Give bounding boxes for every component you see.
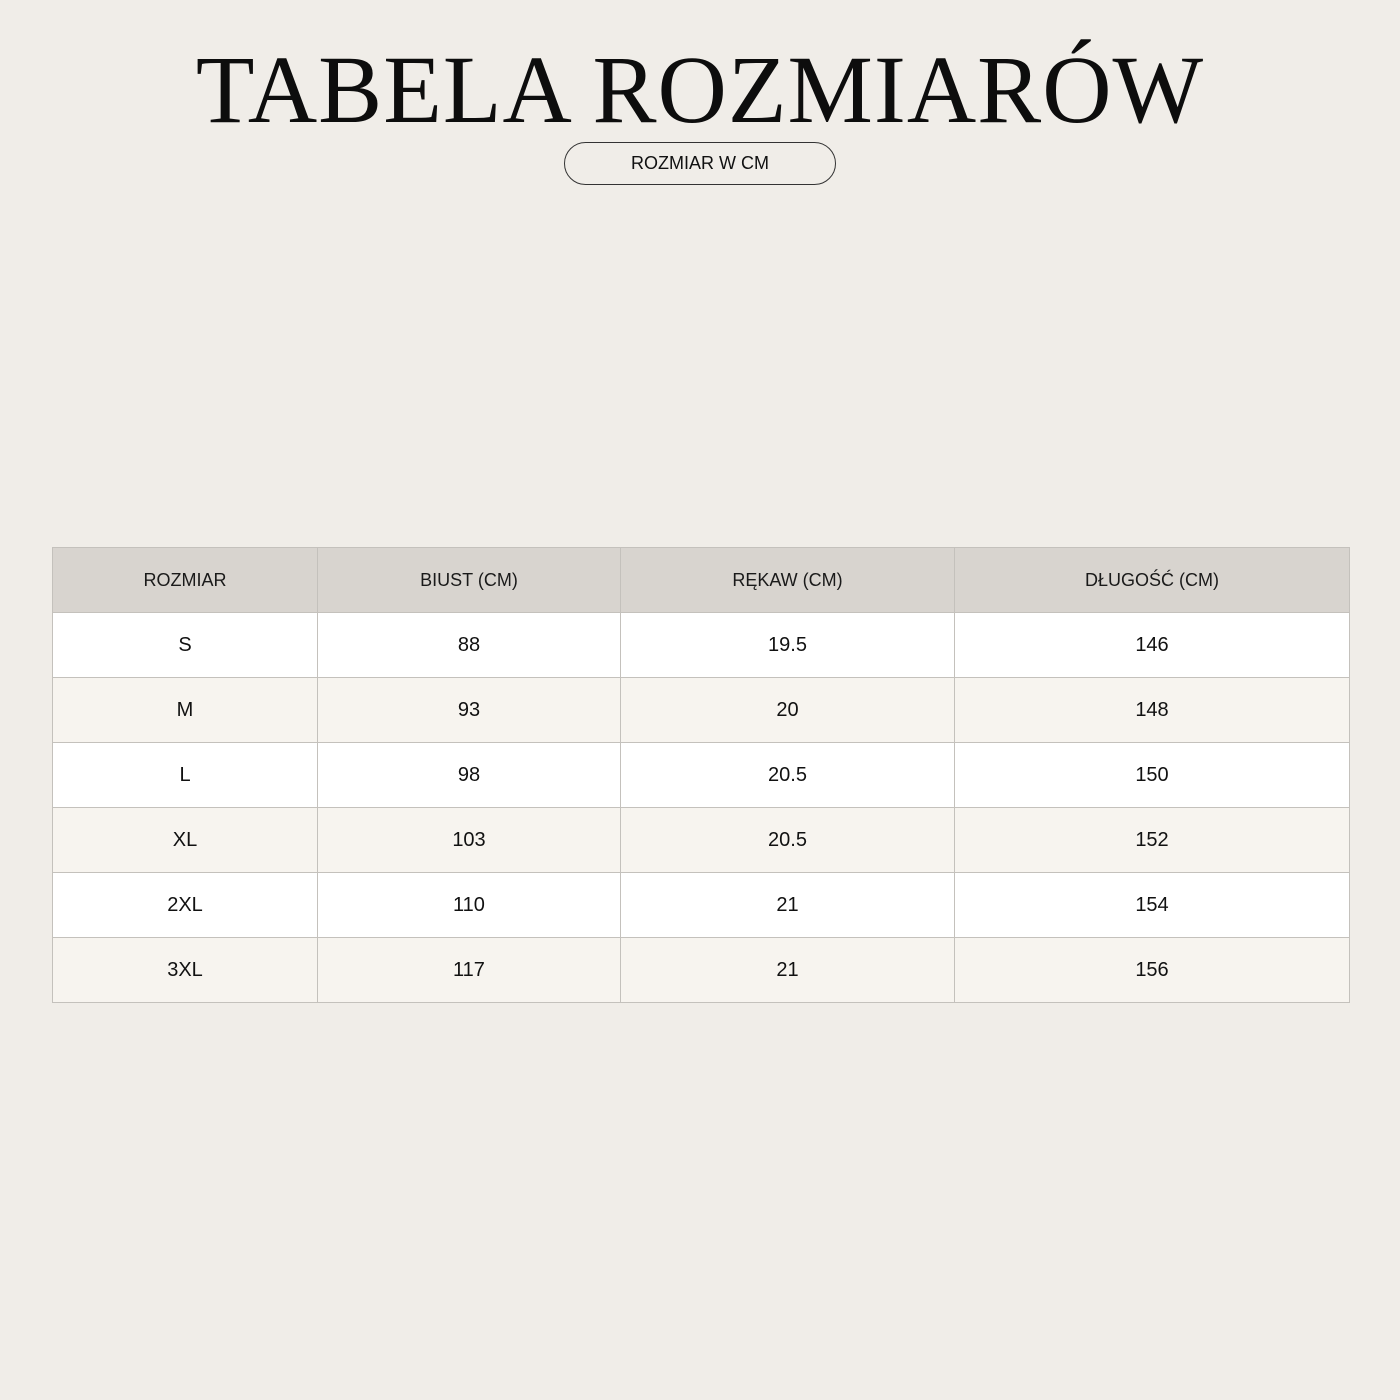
cell-sleeve: 21 bbox=[621, 873, 955, 938]
cell-size: 2XL bbox=[53, 873, 318, 938]
cell-size: 3XL bbox=[53, 938, 318, 1003]
header-length: DŁUGOŚĆ (CM) bbox=[955, 548, 1350, 613]
cell-sleeve: 21 bbox=[621, 938, 955, 1003]
cell-bust: 117 bbox=[318, 938, 621, 1003]
cell-length: 146 bbox=[955, 613, 1350, 678]
cell-length: 156 bbox=[955, 938, 1350, 1003]
cell-bust: 93 bbox=[318, 678, 621, 743]
cell-bust: 98 bbox=[318, 743, 621, 808]
cell-sleeve: 20.5 bbox=[621, 808, 955, 873]
cell-length: 152 bbox=[955, 808, 1350, 873]
page-title: TABELA ROZMIARÓW bbox=[195, 36, 1205, 143]
header-sleeve: RĘKAW (CM) bbox=[621, 548, 955, 613]
header-size: ROZMIAR bbox=[53, 548, 318, 613]
unit-badge: ROZMIAR W CM bbox=[564, 142, 836, 185]
cell-size: XL bbox=[53, 808, 318, 873]
table-row bbox=[53, 873, 1350, 938]
table-row bbox=[53, 678, 1350, 743]
cell-size: S bbox=[53, 613, 318, 678]
cell-sleeve: 20.5 bbox=[621, 743, 955, 808]
table-row bbox=[53, 743, 1350, 808]
cell-length: 148 bbox=[955, 678, 1350, 743]
table-header-row bbox=[53, 548, 1350, 613]
size-table bbox=[52, 547, 1350, 1003]
header-bust: BIUST (CM) bbox=[318, 548, 621, 613]
cell-bust: 110 bbox=[318, 873, 621, 938]
table-row bbox=[53, 808, 1350, 873]
cell-length: 150 bbox=[955, 743, 1350, 808]
table-row bbox=[53, 938, 1350, 1003]
cell-length: 154 bbox=[955, 873, 1350, 938]
cell-bust: 103 bbox=[318, 808, 621, 873]
cell-sleeve: 20 bbox=[621, 678, 955, 743]
cell-sleeve: 19.5 bbox=[621, 613, 955, 678]
cell-bust: 88 bbox=[318, 613, 621, 678]
cell-size: M bbox=[53, 678, 318, 743]
table-row bbox=[53, 613, 1350, 678]
cell-size: L bbox=[53, 743, 318, 808]
